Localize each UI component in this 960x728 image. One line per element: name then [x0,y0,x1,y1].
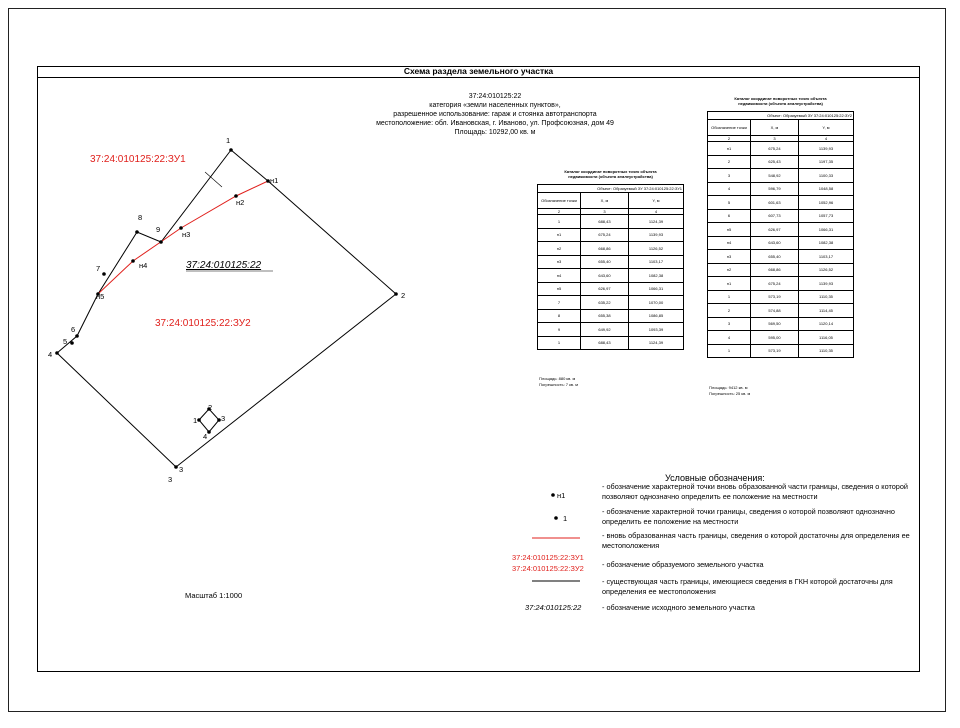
point-id-cell: н1 [538,228,581,242]
catalog-zu2-object: Объект: Образуемый ЗУ 37:24:010125:22:ЗУ2 [708,112,854,120]
point-6 [75,334,79,338]
x-coordinate-cell: 655,40 [751,250,799,264]
y-coordinate-cell: 1057,73 [798,209,853,223]
y-coordinate-cell: 1139,93 [798,142,853,156]
legend-source-parcel: 37:24:010125:22 [525,603,582,612]
x-coordinate-cell: 675,24 [581,228,629,242]
table-row [538,296,684,310]
x-coordinate-cell: 548,92 [751,169,799,183]
table-row [708,317,854,331]
label-point-1: 1 [226,136,231,145]
header-category: категория «земли населенных пунктов», [429,102,561,109]
header-permitted-use: разрешенное использование: гараж и стоянка автотранспорта [393,111,597,118]
table-row [538,269,684,283]
x-coordinate-cell: 574,88 [751,304,799,318]
point-id-cell: 8 [538,309,581,323]
catalog-zu2-title-2: недвижимости (объекта землеустройства) [738,101,823,106]
point-id-cell: н3 [708,250,751,264]
x-coordinate-cell: 649,92 [581,323,629,337]
table-row [538,282,684,296]
table-row [708,263,854,277]
catalog-zu2-col2: X, м [751,120,799,136]
y-coordinate-cell: 1124,39 [628,336,683,350]
table-row [708,277,854,291]
table-row [708,169,854,183]
point-id-cell: 4 [708,331,751,345]
table-row [708,236,854,250]
table-row [708,209,854,223]
legend-item-new-point: - обозначение характерной точки вновь образованной части границы, сведения о которой позволяют однозначно определить ее положение на местности [602,482,908,501]
header-area: Площадь: 10292,00 кв. м [454,129,536,136]
label-point-5: 5 [63,337,68,346]
y-coordinate-cell: 1124,39 [628,215,683,229]
point-id-cell: 5 [708,196,751,210]
inner-parcel-boundary [199,409,219,432]
catalog-zu1-rows [538,215,684,350]
y-coordinate-cell: 1126,52 [798,263,853,277]
catalog-zu1-col2: X, м [581,193,629,209]
x-coordinate-cell: 675,24 [751,277,799,291]
catalog-zu2-num2: 3 [751,136,799,142]
table-row [708,182,854,196]
table-row [538,242,684,256]
catalog-zu2-rows [708,142,854,358]
legend-new-point-label: н1 [557,491,566,500]
catalog-zu1-col1: Обозначение точки [538,193,581,209]
label-inner-3: 3 [221,414,226,423]
legend-parcel-zu1: 37:24:010125:22:ЗУ1 [512,553,584,562]
catalog-zu2-error: Погрешность: 25 кв. м [709,391,751,396]
point-id-cell: н2 [538,242,581,256]
y-coordinate-cell: 1082,38 [798,236,853,250]
label-point-8: 8 [138,213,143,222]
x-coordinate-cell: 596,79 [751,182,799,196]
catalog-zu1-area: Площадь: 880 кв. м [539,376,576,381]
y-coordinate-cell: 1120,14 [798,317,853,331]
table-row [538,323,684,337]
catalog-zu1-title-1: Каталог координат поворотных точек объекта [564,169,657,174]
x-coordinate-cell: 688,43 [581,215,629,229]
catalog-zu2-table [707,111,854,358]
x-coordinate-cell: 607,73 [751,209,799,223]
catalog-zu1-num3: 4 [628,209,683,215]
x-coordinate-cell: 626,97 [751,223,799,237]
label-point-n5: н5 [96,292,105,301]
legend-parcel-zu2: 37:24:010125:22:ЗУ2 [512,564,584,573]
label-point-4: 4 [48,350,53,359]
point-n4 [131,259,135,263]
parcel-label-zu1: 37:24:010125:22:ЗУ1 [90,154,186,165]
catalog-zu1-object: Объект: Образуемый ЗУ 37:24:010125:22:ЗУ1 [538,185,684,193]
point-id-cell: н4 [708,236,751,250]
catalog-zu2-title-1: Каталог координат поворотных точек объекта [734,96,827,101]
catalog-zu1-table [537,184,684,350]
y-coordinate-cell: 1066,31 [798,223,853,237]
parcel-label-zu2: 37:24:010125:22:ЗУ2 [155,318,251,329]
point-id-cell: 3 [708,169,751,183]
table-row [538,336,684,350]
y-coordinate-cell: 1103,17 [628,255,683,269]
existing-points [55,148,398,469]
label-point-6: 6 [71,325,76,334]
point-3 [174,465,178,469]
legend-existing-point-label: 1 [563,514,568,523]
label-point-2: 2 [401,291,406,300]
legend-title: Условные обозначения: [665,473,765,483]
y-coordinate-cell: 1070,00 [628,296,683,310]
table-row [538,228,684,242]
header-location: местоположение: обл. Ивановская, г. Иваново, ул. Профсоюзная, дом 49 [376,120,614,127]
y-coordinate-cell: 1093,39 [628,323,683,337]
catalog-zu2-col3: Y, м [798,120,853,136]
point-id-cell: н2 [708,263,751,277]
catalog-zu1-error: Погрешность: 7 кв. м [539,382,578,387]
point-id-cell: 1 [538,215,581,229]
table-row [708,142,854,156]
y-coordinate-cell: 1139,93 [628,228,683,242]
y-coordinate-cell: 1086,85 [628,309,683,323]
point-id-cell: 6 [708,209,751,223]
zu1-leader-line [205,172,222,187]
point-1 [229,148,233,152]
label-point-3: 3 [168,475,173,484]
x-coordinate-cell: 573,19 [751,290,799,304]
point-5 [70,341,74,345]
legend-item-existing-boundary: - существующая часть границы, имеющиеся сведения в ГКН которой достаточны для определения ее местоположения [602,577,893,596]
y-coordinate-cell: 1066,31 [628,282,683,296]
y-coordinate-cell: 1139,93 [798,277,853,291]
y-coordinate-cell: 1110,35 [798,290,853,304]
y-coordinate-cell: 1103,17 [798,250,853,264]
point-4 [55,351,59,355]
label-point-n4: н4 [139,261,148,270]
x-coordinate-cell: 625,43 [751,155,799,169]
inner-point-1 [197,418,201,422]
label-point-n3: н3 [182,230,191,239]
y-coordinate-cell: 1114,45 [798,304,853,318]
label-point-n1: н1 [270,176,279,185]
coordinates-catalog-zu2 [707,94,854,398]
x-coordinate-cell: 643,60 [581,269,629,283]
point-7 [102,272,106,276]
point-id-cell: н5 [708,223,751,237]
catalog-zu2-num1: 2 [708,136,751,142]
x-coordinate-cell: 668,86 [581,242,629,256]
legend-item-formed-parcel: - обозначение образуемого земельного участка [602,560,764,569]
y-coordinate-cell: 1126,52 [628,242,683,256]
catalog-zu1-col3: Y, м [628,193,683,209]
label-point-9: 9 [156,225,161,234]
point-8 [135,230,139,234]
point-2 [394,292,398,296]
catalog-zu2-col1: Обозначение точки [708,120,751,136]
legend-item-new-boundary: - вновь образованная часть границы, сведения о которой достаточны для определения ее местоположения [602,531,910,550]
y-coordinate-cell: 1052,96 [798,196,853,210]
x-coordinate-cell: 668,86 [751,263,799,277]
legend-item-source-parcel: - обозначение исходного земельного участка [602,603,755,612]
x-coordinate-cell: 643,60 [751,236,799,250]
inner-point-4 [207,430,211,434]
coordinates-catalog-zu1 [537,167,684,397]
point-id-cell: 9 [538,323,581,337]
point-id-cell: н1 [708,142,751,156]
parcel-label-source: 37:24:010125:22 [186,260,262,271]
label-point-7: 7 [96,264,101,273]
table-row [708,250,854,264]
x-coordinate-cell: 595,00 [751,331,799,345]
label-inner-4: 4 [203,432,208,441]
existing-boundary [57,150,396,467]
y-coordinate-cell: 1116,05 [798,331,853,345]
point-id-cell: 7 [538,296,581,310]
point-id-cell: н3 [538,255,581,269]
catalog-zu1-title-2: недвижимости (объекта землеустройства) [568,174,653,179]
x-coordinate-cell: 655,40 [581,255,629,269]
table-row [708,196,854,210]
y-coordinate-cell: 1100,33 [798,169,853,183]
y-coordinate-cell: 1197,35 [798,155,853,169]
catalog-zu2-area: Площадь: 9412 кв. м [709,385,748,390]
header-cadastral: 37:24:010125:22 [468,93,522,100]
x-coordinate-cell: 601,63 [751,196,799,210]
scale-label: Масштаб 1:1000 [185,591,243,600]
drawing-title: Схема раздела земельного участка [37,66,920,78]
point-id-cell: н5 [538,282,581,296]
table-row [708,331,854,345]
table-row [708,223,854,237]
x-coordinate-cell: 626,97 [581,282,629,296]
x-coordinate-cell: 688,43 [581,336,629,350]
point-id-cell: 1 [708,290,751,304]
x-coordinate-cell: 655,38 [581,309,629,323]
label-inner-1: 1 [193,416,198,425]
y-coordinate-cell: 1110,35 [798,344,853,358]
point-id-cell: 1 [538,336,581,350]
y-coordinate-cell: 1048,58 [798,182,853,196]
table-row [708,344,854,358]
table-row [538,309,684,323]
x-coordinate-cell: 573,19 [751,344,799,358]
label-inner-2: 2 [208,403,213,412]
table-row [708,155,854,169]
label-point-3b: 3 [179,465,184,474]
table-row [538,255,684,269]
y-coordinate-cell: 1082,38 [628,269,683,283]
table-row [538,215,684,229]
point-id-cell: 2 [708,304,751,318]
catalog-zu1-num1: 2 [538,209,581,215]
legend-item-existing-point: - обозначение характерной точки границы, сведения о которой позволяют однозначно определить ее положение на местности [602,507,895,526]
table-row [708,304,854,318]
point-id-cell: 2 [708,155,751,169]
point-id-cell: 4 [708,182,751,196]
catalog-zu2-num3: 4 [798,136,853,142]
point-id-cell: н4 [538,269,581,283]
x-coordinate-cell: 635,22 [581,296,629,310]
point-id-cell: 3 [708,317,751,331]
point-id-cell: н1 [708,277,751,291]
point-9 [159,240,163,244]
label-point-n2: н2 [236,198,245,207]
table-row [708,290,854,304]
x-coordinate-cell: 569,50 [751,317,799,331]
x-coordinate-cell: 675,24 [751,142,799,156]
point-id-cell: 1 [708,344,751,358]
catalog-zu1-num2: 3 [581,209,629,215]
